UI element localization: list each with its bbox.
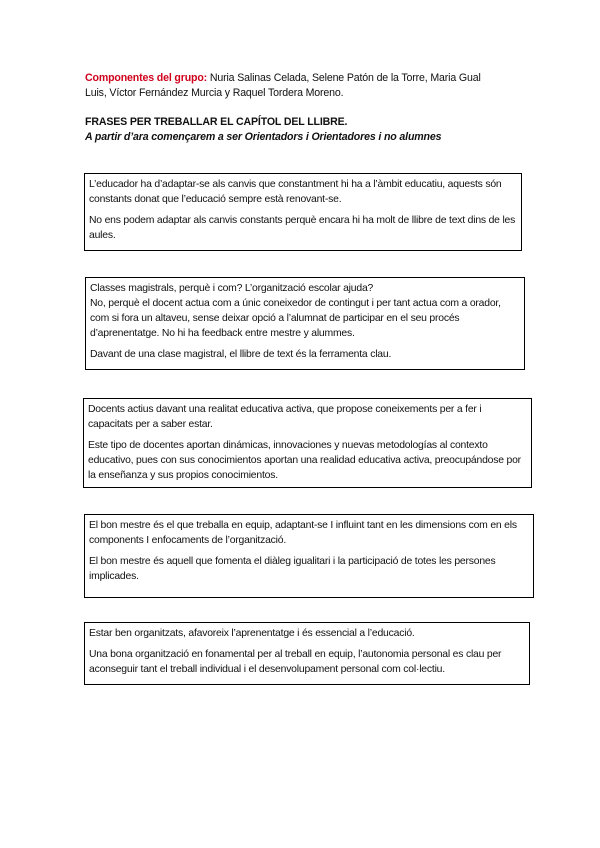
phrase-box-3 (83, 398, 532, 488)
box-2-paragraph-3: Davant de una clase magistral, el llibre de text és la ferramenta clau. (90, 349, 392, 360)
members-names: Nuria Salinas Celada, Selene Patón de la Torre, Maria Gual Luis, Víctor Fernández Murcia y Raquel Tordera Moreno. (85, 72, 481, 99)
box-3-paragraph-2: Este tipo de docentes aportan dinámicas, innovaciones y nuevas metodologías al contexto educativo, pues con sus conocimientos aportan una realidad educativa activa, preocupándose por la enseñanza y sus propios conocimientos. (88, 440, 521, 481)
box-5-paragraph-1: Estar ben organitzats, afavoreix l’aprenentatge i és essencial a l’educació. (89, 628, 415, 639)
phrase-box-1 (84, 173, 522, 251)
box-5-paragraph-2: Una bona organització en fonamental per al treball en equip, l’autonomia personal es clau per aconseguir tant el treball individual i el desenvolupament personal com col·lectiu. (89, 649, 502, 675)
phrase-box-2 (85, 277, 525, 370)
box-4-paragraph-1: El bon mestre és el que treballa en equip, adaptant-se I influint tant en les dimensions com en els components I enfocaments de l’organització. (89, 520, 517, 546)
box-1-paragraph-2: No ens podem adaptar als canvis constants perquè encara hi ha molt de llibre de text dins de les aules. (89, 215, 516, 241)
box-2-paragraph-1: Classes magistrals, perquè i com? L’organització escolar ajuda? (90, 283, 374, 294)
phrase-box-4 (84, 514, 534, 598)
phrase-box-5 (84, 622, 530, 685)
section-heading (85, 115, 525, 145)
box-4-paragraph-2: El bon mestre és aquell que fomenta el diàleg igualitari i la participació de totes les persones implicades. (89, 556, 496, 582)
box-1-paragraph-1: L’educador ha d’adaptar-se als canvis que constantment hi ha a l’àmbit educatiu, aquests són constants donat que l’educació sempre està renovant-se. (89, 179, 502, 205)
box-3-paragraph-1: Docents actius davant una realitat educativa activa, que propose coneixements per a fer i capacitats per a saber estar. (88, 404, 482, 430)
heading-title: FRASES PER TREBALLAR EL CAPÍTOL DEL LLIBRE. (85, 116, 348, 128)
heading-subtitle: A partir d’ara començarem a ser Orientadors i Orientadores i no alumnes (85, 131, 442, 143)
box-2-paragraph-2: No, perquè el docent actua com a únic coneixedor de contingut i per tant actua com a orador, com si fora un altaveu, sense deixar opció a l’alumnat de participar en el seu procés d’aprenentatge. No hi ha feedback entre mestre y alummes. (90, 298, 501, 339)
group-members (85, 71, 505, 101)
members-label: Componentes del grupo: (85, 72, 208, 84)
